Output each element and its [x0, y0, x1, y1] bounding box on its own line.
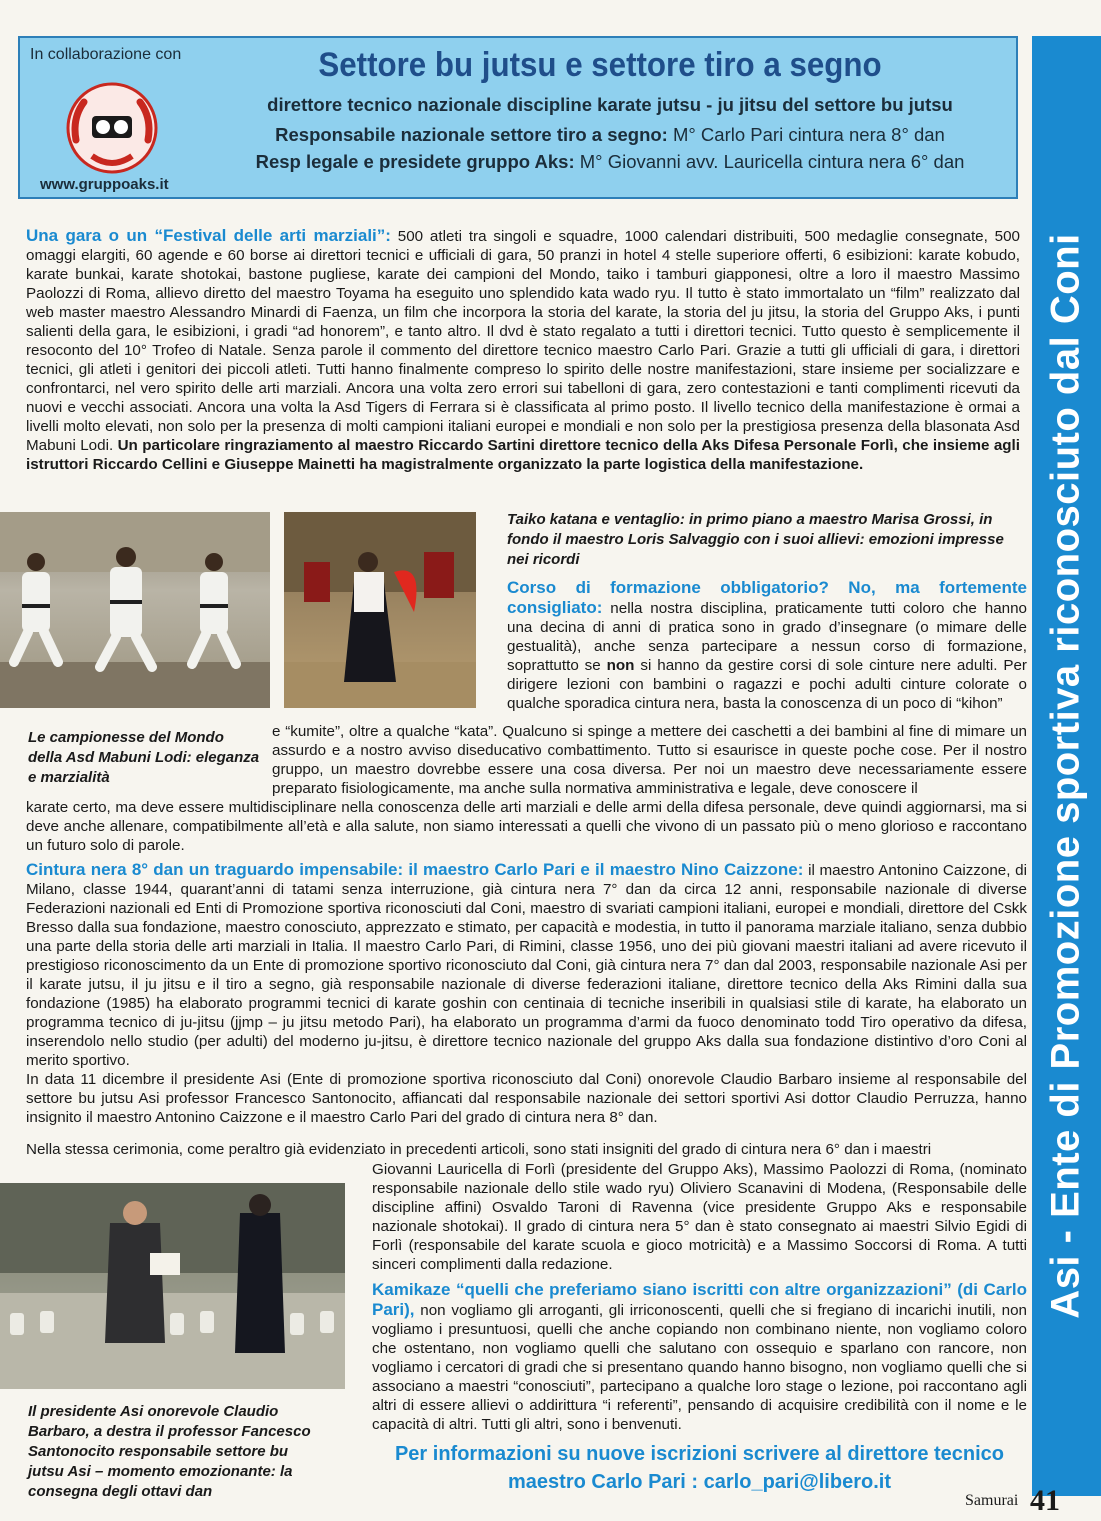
header-line-3-label: Resp legale e presidete gruppo Aks:: [255, 151, 575, 172]
sidebar-band: [1032, 36, 1101, 1496]
cintura-heading: Cintura nera 8° dan un traguardo impensabile: il maestro Carlo Pari e il maestro Nino Caizzone:: [26, 860, 804, 879]
festival-thanks: Un particolare ringraziamento al maestro Riccardo Sartini direttore tecnico della Aks Difesa Personale Forlì, che insieme agli istruttori Riccardo Cellini e Giuseppe Mainetti ha magistralmente organizzato la parte logistica della manifestazione.: [26, 437, 1020, 473]
contact-line-2[interactable]: maestro Carlo Pari : carlo_pari@libero.it: [508, 1471, 891, 1493]
header-box: [18, 36, 1018, 199]
photo-campionesse: [0, 512, 270, 708]
paragraph-corso-full: karate certo, ma deve essere multidisciplinare nella conoscenza delle arti marziali e delle armi della difesa personale, deve quindi aggiornarsi, ma si deve anche allenare, compatibilmente all’età e alla salute, non siamo interessati a quelli che vivono di un passato più o meno glorioso e raccontano un futuro solo di parole.: [26, 799, 1027, 854]
paragraph-kamikaze: [372, 1280, 1027, 1434]
corso-text-b: si hanno da gestire corsi di sole cinture nere adulti. Per dirigere lezioni con bambini o ragazzi e pochi adulti cinture colorate o qualche sporadica cintura nera, basta la conoscenza di un poco di “kihon”: [507, 657, 1027, 712]
festival-heading: Una gara o un “Festival delle arti marziali”:: [26, 226, 391, 245]
header-line-1: direttore tecnico nazionale discipline karate jutsu - ju jitsu del settore bu jutsu: [267, 94, 953, 115]
paragraph-corso: [507, 578, 1027, 713]
caption-campionesse: Le campionesse del Mondo della Asd Mabuni Lodi: eleganza e marzialità: [28, 729, 260, 786]
paragraph-festival: [26, 226, 1020, 474]
corso-heading: Corso di formazione obbligatorio? No, ma fortemente consigliato:: [507, 578, 1027, 617]
contact-info: [372, 1440, 1027, 1496]
header-line-2: [220, 124, 1000, 146]
caption-taiko: Taiko katana e ventaglio: in primo piano a maestro Marisa Grossi, in fondo il maestro Loris Salvaggio con i suoi allievi: emozioni impresse nei ricordi: [507, 511, 1004, 568]
photo-presidente: [0, 1183, 345, 1389]
website-link[interactable]: www.gruppoaks.it: [40, 176, 169, 193]
kamikaze-text: non vogliamo gli arroganti, gli irriconoscenti, quelli che si fregiano di incarichi inutili, non vogliamo i presuntuosi, quelli che anche copiando non combinano niente, non vogliamo coloro che ostentano, non vogliamo quelli che salutano con ossequio e sparlano con rancore, non vogliamo i cercatori di gradi che si presentano quando hanno bisogno, non vogliamo quelli che si associano a maestri “conosciuti”, partecipano a qualche loro stage o lezione, poi raccontano agli altri di essere allievi o addirittura “i referenti”, pensando di acquisire credibilità con il nome e le capacità di altri. Tutti gli altri, sono i benvenuti.: [372, 1302, 1027, 1433]
paragraph-cintura: [26, 860, 1027, 1127]
paragraph-nella-right: Giovanni Lauricella di Forlì (presidente del Gruppo Aks), Massimo Paolozzi di Roma, (nominato responsabile nazionale dello stile wado ryu) Oliviero Scanavini di Modena, (Responsabile delle discipline affini) Osvaldo Taroni di Ravenna (vice presidente Gruppo Aks e responsabile nazionale shotokai). Il grado di cintura nera 5° dan è stato consegnato ai maestri Silvio Egidi di Forlì (responsabile del karate scuola e gioco motricità) e a Massimo Soccorsi di Roma. A tutti sinceri complimenti dalla redazione.: [372, 1161, 1027, 1273]
paragraph-nella: Nella stessa cerimonia, come peraltro già evidenziato in precedenti articoli, sono stati insigniti del grado di cintura nera 6° dan i maestri: [26, 1141, 932, 1158]
cintura-text: il maestro Antonino Caizzone, di Milano, classe 1944, quarant’anni di tatami senza interruzione, già cintura nera 7° dan da circa 12 anni, responsabile nazionale di diverse Federazioni nazionali ed Enti di Promozione sportiva riconosciuti dal Coni, maestro di svariati campioni italiani, europei e mondiali, direttore del Cskk Bresso dalla sua fondazione, maestro conosciuto, apprezzato e stimato, per capacità e modestia, in tutto il panorama marziale italiano, senza dubbio una parte della storia delle arti marziali in Italia. Il maestro Carlo Pari, di Rimini, classe 1956, uno dei più giovani maestri italiani ad avere ricevuto il prestigioso riconoscimento da un Ente di promozione sportivo riconosciuto dal Coni, già cintura nera 7° dan dal 2003, responsabile nazionale Asi per il karate jutsu, il ju jitsu e il tiro a segno, già responsabile nazionale di diverse federazioni italiane, direttore tecnico della Aks Rimini dalla sua fondazione (1985) ha elaborato programmi tecnici di karate goshin con centinaia di tecniche inseribili in qualsiasi stile di karate, ha elaborato un programma tecnico di ju-jitsu (jjmp – ju jitsu metodo Pari), ha elaborato un programma d’armi da fuoco denominato todd Tiro operativo da difesa, inserendolo nello studio (per adulti) del moderno ju-jitsu, è direttore tecnico nazionale del gruppo Aks dalla sua fondazione distintivo d’oro Coni al merito sportivo.: [26, 862, 1027, 1069]
festival-text: 500 atleti tra singoli e squadre, 1000 calendari distribuiti, 500 medaglie consegnate, 500 omaggi elargiti, 60 agende e 60 borse ai direttori tecnici e ufficiali di gara, 50 pranzi in hotel 4 stelle superiore offerti, 6 esibizioni: karate kobudo, karate bunkai, karate shotokai, bastone pugliese, karate dei campioni del Mondo, taiko i tamburi giapponesi, oltre a loro il maestro Massimo Paolozzi di Roma, allievo diretto del maestro Toyama ha eseguito uno splendido kata wado ryu. Il tutto è stato immortalato un “film” realizzato dal web master maestro Alessandro Minardi di Faenza, un film che incorpora la storia del karate, la storia del ju jitsu, la storia del Gruppo Aks, i punti salienti della gara, le esibizioni, i gradi “ad honorem”, e tanto altro. Il dvd è stato regalato a tutti i direttori tecnici. Tutto questo è semplicemente il resoconto del 10° Trofeo di Natale. Senza parole il commento del direttore tecnico maestro Carlo Pari. Grazie a tutti gli ufficiali di gara, i direttori tecnici, gli atleti i genitori dei piccoli atleti. Tutti hanno finalmente compreso lo spirito delle nostre manifestazioni, stare insieme per socializzare e confrontarci, nel vero spirito delle arti marziali. Ancora una volta zero errori sui tabelloni di gara, zero contestazioni e tanti complimenti ricevuti da nuovi e vecchi associati. Ancora una volta la Asd Tigers di Ferrara si è classificata al primo posto. Il livello tecnico della manifestazione è ormai a livelli molto elevati, non solo per la presenza di molti campioni italiani europei e mondiali e non solo per la prestigiosa presenza della blasonata Asd Mabuni Lodi.: [26, 228, 1021, 454]
sidebar-text: Asi - Ente di Promozione sportiva riconosciuto dal Coni: [1043, 233, 1088, 1319]
gruppo-aks-logo-icon: [62, 78, 162, 178]
photo-taiko: [284, 512, 476, 708]
dicembre-text: In data 11 dicembre il presidente Asi (Ente di promozione sportiva riconosciuto dal Coni) onorevole Claudio Barbaro insieme al responsabile del settore bu jutsu Asi professor Francesco Santonocito, affiancati dal responsabile nazionale dei settori sportivi Asi dottor Claudio Perruzza, hanno insignito il maestro Antonino Caizzone e il maestro Carlo Pari del grado di cintura nera 8° dan.: [26, 1071, 1027, 1126]
corso-non: non: [606, 657, 635, 674]
magazine-name: Samurai: [965, 1492, 1019, 1509]
header-title: Settore bu jutsu e settore tiro a segno: [318, 46, 882, 84]
collab-label: In collaborazione con: [30, 46, 182, 63]
paragraph-corso-cont: e “kumite”, oltre a qualche “kata”. Qualcuno si spinge a mettere dei caschetti a dei bambini al fine di mimare un assurdo e a nostro avviso diseducativo combattimento. Tutto si esaurisce in queste poche cose. Per il nostro gruppo, un maestro dovrebbe essere una cosa diversa. Per noi un maestro deve necessariamente essere preparato fisiologicamente, ma anche sulla normativa amministrativa e legale, deve conoscere il: [272, 723, 1027, 797]
corso-text-a: nella nostra disciplina, praticamente tutti coloro che hanno una decina di anni di pratica sono in grado d’insegnare (o mimare delle gestualità), anche senza partecipare a nessun corso di formazione, soprattutto se: [507, 600, 1027, 674]
header-line-3: [220, 151, 1000, 173]
header-line-2-label: Responsabile nazionale settore tiro a segno:: [275, 124, 668, 145]
contact-line-1: Per informazioni su nuove iscrizioni scrivere al direttore tecnico: [394, 1443, 1005, 1465]
header-line-2-text: M° Carlo Pari cintura nera 8° dan: [667, 124, 945, 145]
header-line-3-text: M° Giovanni avv. Lauricella cintura nera 6° dan: [574, 151, 965, 172]
page-number: 41: [1030, 1484, 1060, 1517]
caption-presidente: Il presidente Asi onorevole Claudio Barbaro, a destra il professor Fancesco Santonocito responsabile settore bu jutsu Asi – momento emozionante: la consegna degli ottavi dan: [28, 1403, 311, 1500]
kamikaze-heading: Kamikaze “quelli che preferiamo siano iscritti con altre organizzazioni” (di Carlo Pari),: [372, 1280, 1027, 1319]
